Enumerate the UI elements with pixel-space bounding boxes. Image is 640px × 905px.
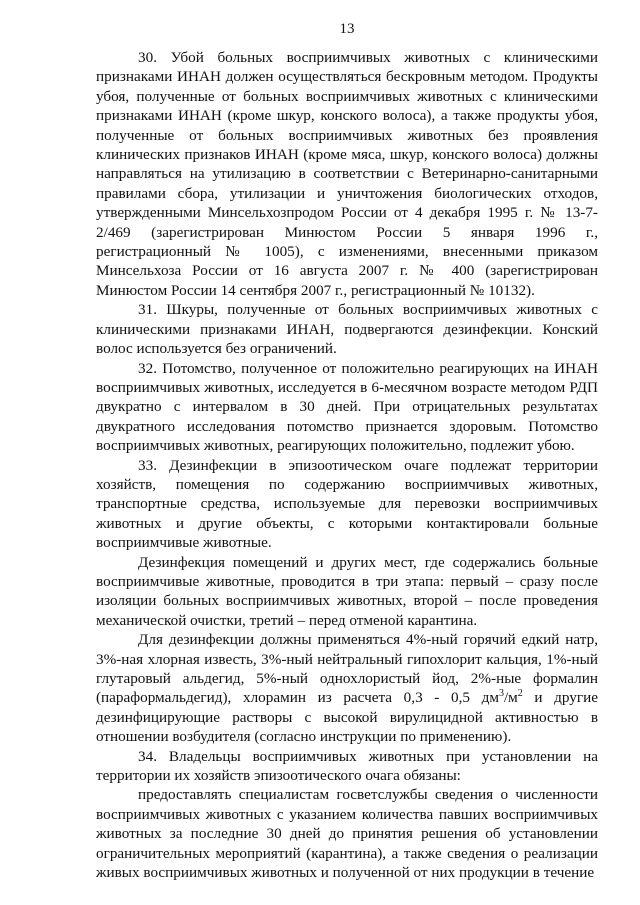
page-number: 13: [339, 21, 355, 37]
paragraph-33: 33. Дезинфекции в эпизоотическом очаге подлежат территории хозяйств, помещения по содержанию восприимчивых животных, транспортные средства, используемые для перевозки восприимчивых животных и другие объекты, с которыми контактировали больные восприимчивые животные.: [96, 456, 598, 552]
disinfectants-text-end: и другие дезинфицирующие растворы с высокой вирулицидной активностью в отношении возбудителя (согласно инструкции по применению).: [96, 689, 598, 746]
superscript-3: 3: [498, 688, 504, 700]
unit-per-m: /м: [503, 689, 518, 707]
paragraph-34: 34. Владельцы восприимчивых животных при установлении на территории их хозяйств эпизоотического очага обязаны:: [96, 747, 598, 785]
paragraph-34-item-a: предоставлять специалистам госветслужбы сведения о численности восприимчивых животных с указанием количества павших восприимчивых животных за последние 30 дней до принятия решения об установлении ограничительных мероприятий (карантина), а также сведения о реализации живых восприимчивых животных и полученной от них продукции в течение: [96, 786, 598, 882]
paragraph-33-disinfectants: [96, 630, 598, 746]
paragraph-33-disinfection-stages: Дезинфекция помещений и других мест, где содержались больные восприимчивые животные, проводится в три этапа: первый – сразу после изоляции больных восприимчивых животных, второй – после проведения механической очистки, третий – перед отменой карантина.: [96, 553, 598, 629]
paragraph-32: 32. Потомство, полученное от положительно реагирующих на ИНАН восприимчивых животных, исследуется в 6-месячном возрасте методом РДП двукратно с интервалом в 30 дней. При отрицательных результатах двукратного исследования потомство признается здоровым. Потомство восприимчивых животных, реагирующих положительно, подлежит убою.: [96, 359, 598, 455]
paragraph-30: 30. Убой больных восприимчивых животных с клиническими признаками ИНАН должен осуществляться бескровным методом. Продукты убоя, полученные от больных восприимчивых животных с клиническими признаками ИНАН (кроме шкур, конского волоса), а также продукты убоя, полученные от больных восприимчивых животных без проявления клинических признаков ИНАН (кроме мяса, шкур, конского волоса) должны направляться на утилизацию в соответствии с Ветеринарно-санитарными правилами сбора, утилизации и уничтожения биологических отходов, утвержденными Минсельхозпродом России от 4 декабря 1995 г. № 13-7-2/469 (зарегистрирован Минюстом России 5 января 1996 г., регистрационный № 1005), с изменениями, внесенными приказом Минсельхоза России от 16 августа 2007 г. № 400 (зарегистрирован Минюстом России 14 сентября 2007 г., регистрационный № 10132).: [96, 49, 598, 299]
paragraph-31: 31. Шкуры, полученные от больных восприимчивых животных с клиническими признаками ИНАН, подвергаются дезинфекции. Конский волос используется без ограничений.: [96, 301, 598, 358]
superscript-2: 2: [517, 688, 523, 700]
disinfectants-text-start: Для дезинфекции должны применяться 4%-ный горячий едкий натр, 3%-ная хлорная известь, 3%-ный нейтральный гипохлорит кальция, 1%-ный глутаровый альдегид, 5%-ный однохлористый йод, 2%-ные формалин (параформальдегид), хлорамин из расчета 0,3 - 0,5 дм: [96, 631, 598, 707]
